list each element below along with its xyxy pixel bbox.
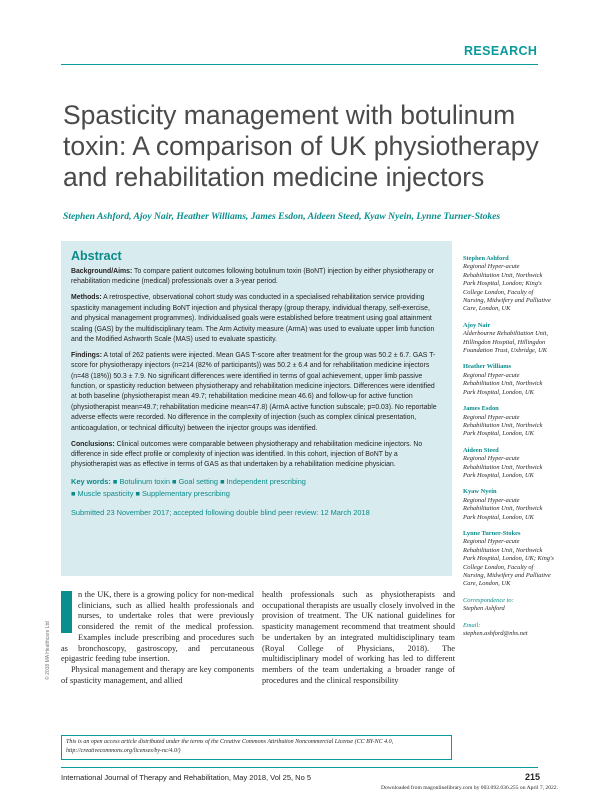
conclusions-text: Clinical outcomes were comparable between physiotherapy and rehabilitation medicine injectors. No difference in side effect profile or complexity of injection was identified. In this cohort, injection of BoNT by a physiotherapist was as effective in terms of GAS as that undertaken by a rehabilitation medicine physician.: [71, 440, 423, 469]
keyword: Goal setting: [178, 477, 219, 487]
keyword-bullet-icon: ■: [220, 477, 225, 487]
abstract-conclusions: [71, 440, 442, 471]
keyword: Botulinum toxin: [119, 477, 170, 487]
affiliation-entry: [463, 530, 555, 589]
copyright-notice: © 2018 MA Healthcare Ltd: [45, 621, 51, 680]
bottom-divider: [61, 767, 538, 768]
affiliation-text: Regional Hyper-acute Rehabilitation Unit, Northwick Park Hospital, London, UK: [463, 413, 543, 438]
affiliation-name: Kyaw Nyein: [463, 488, 497, 496]
keyword-bullet-icon: ■: [172, 477, 177, 487]
affiliation-text: Alderbourne Rehabilitation Unit, Hillingdon Hospital, Hillingdon Foundation Trust, Uxbridge, UK: [463, 330, 549, 355]
affiliation-entry: [463, 363, 555, 397]
affiliation-entry: [463, 488, 555, 522]
findings-label: Findings:: [71, 351, 103, 359]
methods-text: A retrospective, observational cohort study was conducted in a specialised rehabilitation service providing spasticity management including BoNT injection and physical therapy (group therapy, individual therapy, self-exercise, and physical management programmes). Individualised goals were established before treatment using goal attainment scaling (GAS) by the multidisciplinary team. The Arm Activity measure (ArmA) was used to evaluate upper limb function and the Modified Ashworth Scale (MAS) used to evaluate spasticity.: [71, 294, 435, 343]
affiliation-name: Lynne Turner-Stokes: [463, 529, 521, 537]
abstract-box: [61, 241, 452, 576]
article-title: Spasticity management with botulinum toxin: A comparison of UK physiotherapy and rehabilitation medicine injectors: [63, 100, 539, 192]
affiliation-entry: [463, 405, 555, 439]
journal-citation: International Journal of Therapy and Rehabilitation, May 2018, Vol 25, No 5: [61, 773, 312, 782]
body-paragraph: Physical management and therapy are key components of spasticity management, and allied: [61, 664, 254, 685]
keyword-bullet-icon: ■: [135, 488, 140, 498]
keyword: Independent prescribing: [226, 477, 306, 487]
affiliations-sidebar: [463, 255, 555, 646]
keyword: Muscle spasticity: [77, 488, 134, 498]
body-text: n the UK, there is a growing policy for non-medical clinicians, such as allied health professionals and nurses, to undertake roles that were previously considered the remit of the medical profession. Examples include prescribing and procedures such as bronchoscopy, gastroscopy, and percutaneous epigastric feeding tube insertion.: [61, 590, 254, 664]
keyword-bullet-icon: ■: [112, 477, 118, 487]
page-number: 215: [525, 772, 541, 782]
affiliation-text: Regional Hyper-acute Rehabilitation Unit, Northwick Park Hospital, London, UK: [463, 371, 543, 396]
methods-label: Methods:: [71, 294, 102, 302]
abstract-heading: Abstract: [71, 249, 122, 263]
dropcap-icon: [61, 591, 72, 633]
body-paragraph: health professionals such as physiotherapists and occupational therapists are usually closely involved in the provision of treatment. The UK national guidelines for spasticity management recommend that treatment should be undertaken by an integrated multidisciplinary team (Royal College of Physicians, 2018). The multidisciplinary model of working has led to different members of the team undertaking a broader range of procedures and the clinical responsibility: [262, 590, 455, 685]
correspondence-name: Stephen Ashford: [463, 605, 505, 613]
affiliation-name: Stephen Ashford: [463, 255, 509, 262]
license-box: This is an open access article distributed under the terms of the Creative Commons Attribution Noncommercial License (CC BY-NC 4.0, http://creativecommons.org/licenses/by-nc/4.0/): [61, 735, 452, 760]
download-notice: Downloaded from magonlinelibrary.com by 003.092.036.255 on April 7, 2022.: [380, 785, 558, 791]
affiliation-name: Heather Williams: [463, 363, 512, 371]
affiliation-name: Aideen Steed: [463, 446, 499, 454]
affiliation-name: Ajoy Nair: [463, 321, 491, 329]
keyword-bullet-icon: ■: [71, 488, 76, 498]
author-list: Stephen Ashford, Ajoy Nair, Heather Williams, James Esdon, Aideen Steed, Kyaw Nyein, Lynne Turner-Stokes: [63, 211, 501, 222]
background-label: Background/Aims:: [71, 268, 133, 275]
keywords-label: Key words:: [71, 477, 111, 487]
correspondence-email: stephen.ashford@nhs.net: [463, 630, 528, 638]
body-paragraph: [61, 590, 254, 665]
affiliation-text: Regional Hyper-acute Rehabilitation Unit, Northwick Park Hospital, London, UK: [463, 496, 543, 521]
submission-dates: Submitted 23 November 2017; accepted following double blind peer review: 12 March 2018: [71, 508, 370, 518]
abstract-background: [71, 267, 442, 288]
affiliation-text: Regional Hyper-acute Rehabilitation Unit, Northwick Park Hospital, London, UK: [463, 455, 543, 479]
background-text: To compare patient outcomes following botulinum toxin (BoNT) injection by either physiotherapy or rehabilitation medicine (medical) professionals over a 3-year period.: [71, 268, 434, 286]
email-label: Email:: [463, 621, 481, 629]
abstract-findings: [71, 351, 442, 434]
section-label: RESEARCH: [464, 44, 538, 58]
body-column-1: [61, 590, 254, 686]
affiliation-name: James Esdon: [463, 405, 499, 413]
abstract-methods: [71, 293, 442, 345]
conclusions-label: Conclusions:: [71, 440, 115, 448]
keywords: [71, 476, 442, 499]
correspondence: [463, 597, 555, 639]
affiliation-text: Regional Hyper-acute Rehabilitation Unit, Northwick Park Hospital, London, UK; King's College London, Faculty of Nursing, Midwifery and Palliative Care, London, UK: [463, 538, 554, 588]
affiliation-entry: [463, 447, 555, 481]
affiliation-text: Regional Hyper-acute Rehabilitation Unit, Northwick Park Hospital, London; King's College London, Faculty of Nursing, Midwifery and Palliative Care, London, UK: [463, 263, 551, 313]
findings-text: A total of 262 patients were injected. Mean GAS T-score after treatment for the group was 50.2 ± 6.7. GAS T-score for physiotherapy injectors (n=214 (82% of participants)) was 50.2 ± 6.4 and for rehabilitation medicine injectors (n=48 (18%)) 50.3 ± 7.9. No significant differences were identified in terms of goal achievement, upper limb passive function, or spasticity reduction between physiotherapy and rehabilitation medicine injectors. Differences were identified at both baseline (physiotherapist mean 49.7; rehabilitation medicine mean 46.6) and follow-up for active function (physiotherapist mean=49.7; rehabilitation medicine mean=47.8) (ArmA active function subscale; p=0.03). No reportable adverse effects were recorded. No difference in the complexity of injection (such as complex clinical presentation, anticoagulation, or technical difficulty) between the injector groups was identified.: [71, 351, 437, 432]
keyword: Supplementary prescribing: [141, 488, 230, 498]
affiliation-entry: [463, 255, 555, 314]
body-column-2: [262, 590, 455, 686]
top-divider: [61, 64, 538, 65]
correspondence-label: Correspondence to:: [463, 596, 514, 604]
affiliation-entry: [463, 322, 555, 356]
